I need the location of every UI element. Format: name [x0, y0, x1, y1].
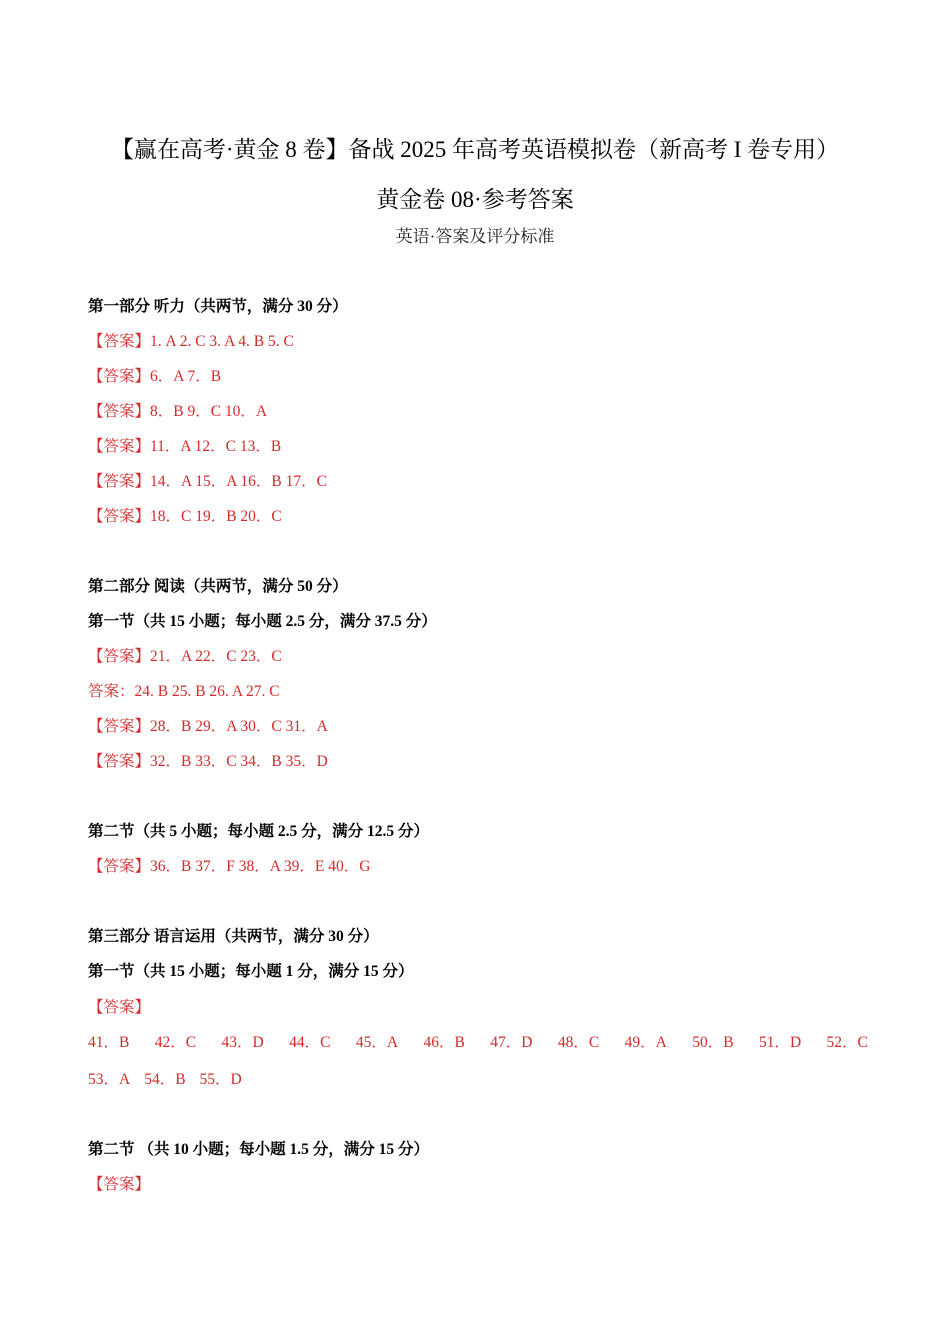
part2-section2-heading: 第二节（共 5 小题；每小题 2.5 分，满分 12.5 分）: [88, 823, 430, 840]
answer-item: 50．B: [692, 1034, 734, 1051]
document-title: 【赢在高考·黄金 8 卷】备战 2025 年高考英语模拟卷（新高考 I 卷专用）: [110, 137, 840, 162]
answer-tag: 【答案】: [88, 1176, 151, 1193]
answer-item: 53．A: [88, 1071, 131, 1088]
answer-row: [88, 1032, 868, 1054]
answer-tag: 【答案】: [88, 999, 151, 1016]
answer-line: 【答案】21．A 22．C 23．C: [88, 648, 282, 665]
answer-line: 【答案】14．A 15．A 16．B 17．C: [88, 473, 327, 490]
answer-item: 54．B: [144, 1071, 186, 1088]
answer-item: 52．C: [826, 1034, 868, 1051]
answer-item: 51．D: [758, 1034, 802, 1051]
answer-item: 47．D: [490, 1034, 533, 1051]
answer-row: [88, 1069, 242, 1091]
answer-line: 【答案】32．B 33．C 34．B 35．D: [88, 753, 328, 770]
part2-section1-heading: 第一节（共 15 小题；每小题 2.5 分，满分 37.5 分）: [88, 613, 437, 630]
answer-line: 【答案】18．C 19．B 20．C: [88, 508, 282, 525]
document-subtitle-secondary: 英语·答案及评分标准: [395, 227, 555, 246]
answer-item: 43．D: [221, 1034, 264, 1051]
answer-line: 【答案】28．B 29．A 30．C 31．A: [88, 718, 328, 735]
answer-item: 55．D: [199, 1071, 242, 1088]
answer-item: 48．C: [557, 1034, 600, 1051]
answer-item: 42．C: [154, 1034, 197, 1051]
answer-item: 41．B: [88, 1034, 130, 1051]
part3-section1-heading: 第一节（共 15 小题；每小题 1 分，满分 15 分）: [88, 963, 414, 980]
answer-line: 【答案】36．B 37．F 38．A 39．E 40．G: [88, 858, 371, 875]
part3-section2-heading: 第二节 （共 10 小题；每小题 1.5 分，满分 15 分）: [88, 1141, 430, 1158]
part2-heading: 第二部分 阅读（共两节，满分 50 分）: [88, 578, 348, 595]
answer-line: 答案：24. B 25. B 26. A 27. C: [88, 683, 280, 700]
answer-line: 【答案】6．A 7．B: [88, 368, 222, 385]
answer-item: 46．B: [423, 1034, 465, 1051]
answer-line: 【答案】1. A 2. C 3. A 4. B 5. C: [88, 333, 294, 350]
answer-item: 45．A: [355, 1034, 399, 1051]
part3-heading: 第三部分 语言运用（共两节，满分 30 分）: [88, 928, 379, 945]
part1-heading: 第一部分 听力（共两节，满分 30 分）: [88, 298, 348, 315]
answer-item: 49．A: [624, 1034, 667, 1051]
answer-item: 44．C: [289, 1034, 331, 1051]
answer-line: 【答案】11．A 12．C 13．B: [88, 438, 282, 455]
answer-line: 【答案】8．B 9．C 10．A: [88, 403, 268, 420]
document-subtitle: 黄金卷 08·参考答案: [376, 187, 574, 212]
